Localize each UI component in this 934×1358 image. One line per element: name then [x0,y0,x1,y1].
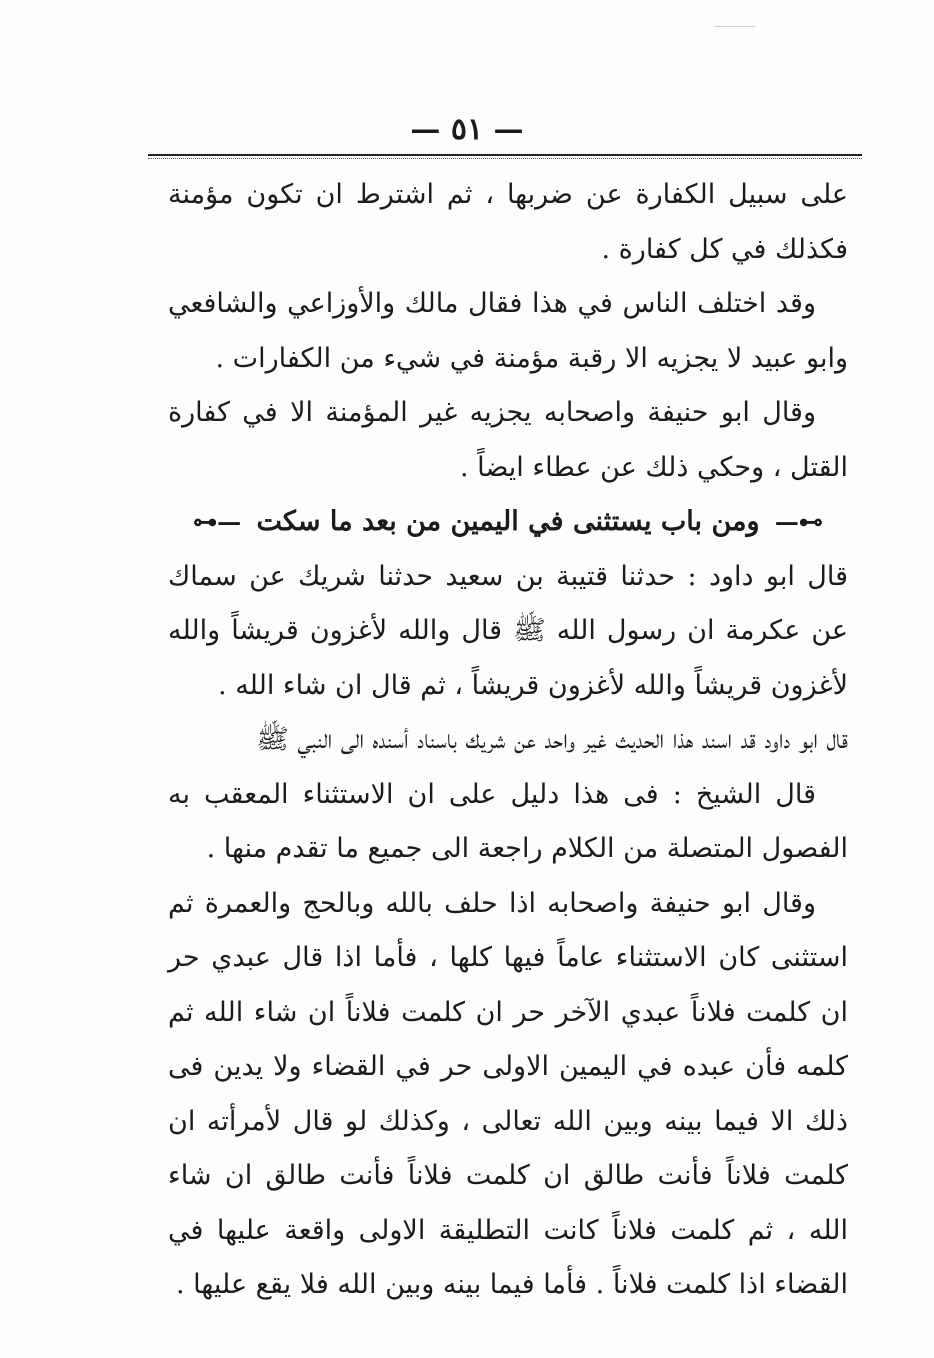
page-number: — ٥١ — [410,112,524,147]
section-title-text: ومن باب يستثنى في اليمين من بعد ما سكت [256,506,760,537]
header-rule-dotted [148,158,862,159]
scan-mark [715,0,774,27]
ornament-left-icon: —⊷ [193,507,242,536]
section-title [168,495,848,550]
paragraph: على سبيل الكفارة عن ضربها ، ثم اشترط ان تكون مؤمنة فكذلك في كل كفارة . [168,179,848,265]
body-text [168,168,848,1313]
ornament-right-icon: ⊶— [774,507,823,536]
paragraph: وقد اختلف الناس في هذا فقال مالك والأوزاعي والشافعي وابو عبيد لا يجزيه الا رقبة مؤمنة في شيء من الكفارات . [168,288,848,374]
paragraph: قال ابو داود قد اسند هذا الحديث غير واحد عن شريك باسناد أسنده الى النبي ﷺ [256,724,848,755]
paragraph: قال ابو داود : حدثنا قتيبة بن سعيد حدثنا شريك عن سماك عن عكرمة ان رسول الله ﷺ قال والله لأغزون قريشاً والله لأغزون قريشاً والله لأغزون قريشاً ، ثم قال ان شاء الله . [168,560,848,701]
paragraph: قال الشيخ : فى هذا دليل على ان الاستثناء المعقب به الفصول المتصلة من الكلام راجعة الى جميع ما تقدم منها . [168,778,848,864]
paragraph: وقال ابو حنيفة واصحابه يجزيه غير المؤمنة الا في كفارة القتل ، وحكي ذلك عن عطاء ايضاً . [168,397,848,483]
paragraph: وقال ابو حنيفة واصحابه اذا حلف بالله وبالحج والعمرة ثم استثنى كان الاستثناء عاماً فيها كلها ، فأما اذا قال عبدي حر ان كلمت فلاناً عبدي الآخر حر ان كلمت فلاناً ان شاء الله ثم كلمه فأن عبده في اليمين الاولى حر في القضاء ولا يدين فى ذلك الا فيما بينه وبين الله تعالى ، وكذلك لو قال لأمرأته ان كلمت فلاناً فأنت طالق ان كلمت فلاناً فأنت طالق ان شاء الله ، ثم كلمت فلاناً كانت التطليقة الاولى واقعة عليها في القضاء اذا كلمت فلاناً . فأما فيما بينه وبين الله فلا يقع عليها . [168,887,848,1300]
header-rule [148,154,862,156]
